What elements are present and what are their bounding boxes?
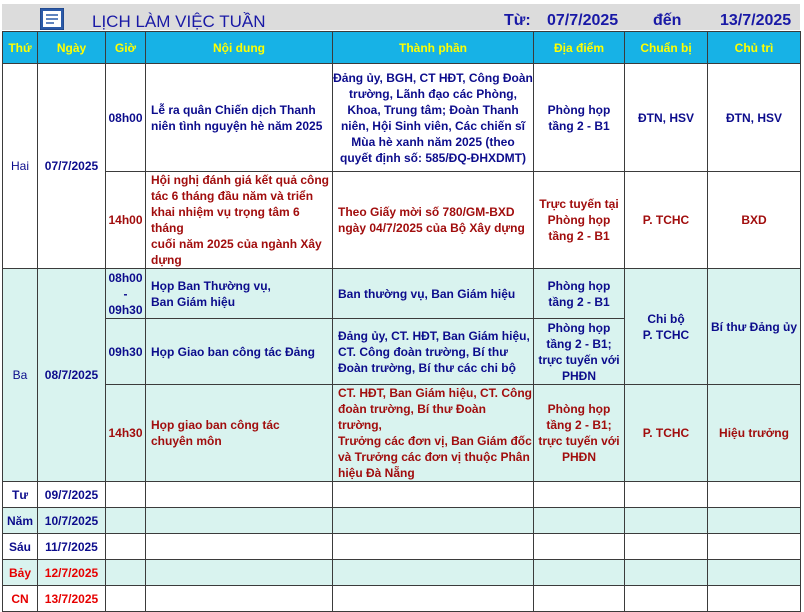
day-cell: Sáu — [3, 534, 38, 560]
empty-cell — [333, 534, 534, 560]
content-cell: Hội nghị đánh giá kết quả công tác 6 tháng đầu năm và triển khai nhiệm vụ trọng tâm 6 tháng cuối năm 2025 của ngành Xây dựng — [146, 172, 333, 269]
chair-cell: Hiệu trưởng — [708, 385, 801, 482]
empty-cell — [106, 482, 146, 508]
chair-cell: ĐTN, HSV — [708, 64, 801, 172]
column-header-participants: Thành phần — [333, 32, 534, 64]
empty-cell — [708, 482, 801, 508]
empty-cell — [625, 534, 708, 560]
page-title: LỊCH LÀM VIỆC TUẦN — [92, 12, 266, 31]
empty-cell — [708, 586, 801, 612]
table-row — [3, 482, 801, 508]
day-cell: Tư — [3, 482, 38, 508]
to-date: 13/7/2025 — [720, 12, 792, 29]
from-label: Từ: — [504, 12, 531, 29]
empty-cell — [146, 534, 333, 560]
location-cell: Phòng họp tầng 2 - B1; trực tuyến với PHĐN — [534, 385, 625, 482]
chair-cell: BXD — [708, 172, 801, 269]
header-bar — [2, 4, 800, 30]
empty-cell — [534, 482, 625, 508]
location-cell: Phòng họp tầng 2 - B1 — [534, 269, 625, 319]
content-cell: Lễ ra quân Chiến dịch Thanh niên tình nguyện hè năm 2025 — [146, 64, 333, 172]
table-row — [3, 385, 801, 482]
participants-cell: Đảng ủy, BGH, CT HĐT, Công Đoàn trường, Lãnh đạo các Phòng, Khoa, Trung tâm; Đoàn Thanh niên, Hội Sinh viên, Các chiến sĩ Mùa hè xanh năm 2025 (theo quyết định số: 585/ĐQ-ĐHXDMT) — [333, 64, 534, 172]
empty-cell — [146, 560, 333, 586]
day-cell: Ba — [3, 269, 38, 482]
time-cell: 14h30 — [106, 385, 146, 482]
time-cell: 09h30 — [106, 319, 146, 385]
prep-cell: P. TCHC — [625, 172, 708, 269]
column-header-location: Địa điểm — [534, 32, 625, 64]
time-cell: 14h00 — [106, 172, 146, 269]
location-cell: Phòng họp tầng 2 - B1 — [534, 64, 625, 172]
empty-cell — [534, 534, 625, 560]
content-cell: Họp giao ban công tác chuyên môn — [146, 385, 333, 482]
content-cell: Họp Giao ban công tác Đảng — [146, 319, 333, 385]
empty-cell — [534, 560, 625, 586]
empty-cell — [625, 586, 708, 612]
empty-cell — [333, 508, 534, 534]
schedule-table — [2, 31, 801, 612]
table-row — [3, 64, 801, 172]
empty-cell — [534, 586, 625, 612]
location-cell: Trực tuyến tại Phòng họp tầng 2 - B1 — [534, 172, 625, 269]
empty-cell — [625, 560, 708, 586]
prep-cell: Chi bộ P. TCHC — [625, 269, 708, 385]
from-date: 07/7/2025 — [547, 12, 619, 29]
empty-cell — [106, 560, 146, 586]
time-cell: 08h00 — [106, 64, 146, 172]
participants-cell: CT. HĐT, Ban Giám hiệu, CT. Công đoàn trường, Bí thư Đoàn trường, Trưởng các đơn vị, Ban Giám đốc và Trưởng các đơn vị thuộc Phân hiệu Đà Nẵng — [333, 385, 534, 482]
date-cell: 11/7/2025 — [38, 534, 106, 560]
empty-cell — [625, 482, 708, 508]
day-cell: Hai — [3, 64, 38, 269]
empty-cell — [708, 560, 801, 586]
table-row — [3, 560, 801, 586]
column-header-day: Thứ — [3, 32, 38, 64]
to-label: đến — [653, 12, 682, 29]
location-cell: Phòng họp tầng 2 - B1; trực tuyến với PHĐN — [534, 319, 625, 385]
content-cell: Họp Ban Thường vụ, Ban Giám hiệu — [146, 269, 333, 319]
empty-cell — [106, 534, 146, 560]
empty-cell — [106, 508, 146, 534]
day-cell: CN — [3, 586, 38, 612]
table-row — [3, 172, 801, 269]
empty-cell — [146, 586, 333, 612]
empty-cell — [708, 534, 801, 560]
empty-cell — [146, 482, 333, 508]
date-cell: 13/7/2025 — [38, 586, 106, 612]
column-header-chair: Chủ trì — [708, 32, 801, 64]
prep-cell: ĐTN, HSV — [625, 64, 708, 172]
date-cell: 12/7/2025 — [38, 560, 106, 586]
date-cell: 07/7/2025 — [38, 64, 106, 269]
time-cell: 08h00 - 09h30 — [106, 269, 146, 319]
empty-cell — [625, 508, 708, 534]
day-cell: Năm — [3, 508, 38, 534]
empty-cell — [708, 508, 801, 534]
chair-cell: Bí thư Đảng ủy — [708, 269, 801, 385]
participants-cell: Ban thường vụ, Ban Giám hiệu — [333, 269, 534, 319]
table-row — [3, 508, 801, 534]
empty-cell — [534, 508, 625, 534]
date-cell: 09/7/2025 — [38, 482, 106, 508]
prep-cell: P. TCHC — [625, 385, 708, 482]
table-row — [3, 586, 801, 612]
empty-cell — [333, 586, 534, 612]
document-logo-icon — [40, 8, 64, 30]
empty-cell — [146, 508, 333, 534]
table-row — [3, 269, 801, 319]
day-cell: Bảy — [3, 560, 38, 586]
participants-cell: Đảng ủy, CT. HĐT, Ban Giám hiệu, CT. Công đoàn trường, Bí thư Đoàn trường, Bí thư các chi bộ — [333, 319, 534, 385]
column-header-time: Giờ — [106, 32, 146, 64]
participants-cell: Theo Giấy mời số 780/GM-BXD ngày 04/7/2025 của Bộ Xây dựng — [333, 172, 534, 269]
table-header-row — [3, 32, 801, 64]
empty-cell — [333, 560, 534, 586]
table-row — [3, 534, 801, 560]
empty-cell — [333, 482, 534, 508]
empty-cell — [106, 586, 146, 612]
column-header-date: Ngày — [38, 32, 106, 64]
date-cell: 10/7/2025 — [38, 508, 106, 534]
column-header-prep: Chuẩn bị — [625, 32, 708, 64]
column-header-content: Nội dung — [146, 32, 333, 64]
date-cell: 08/7/2025 — [38, 269, 106, 482]
